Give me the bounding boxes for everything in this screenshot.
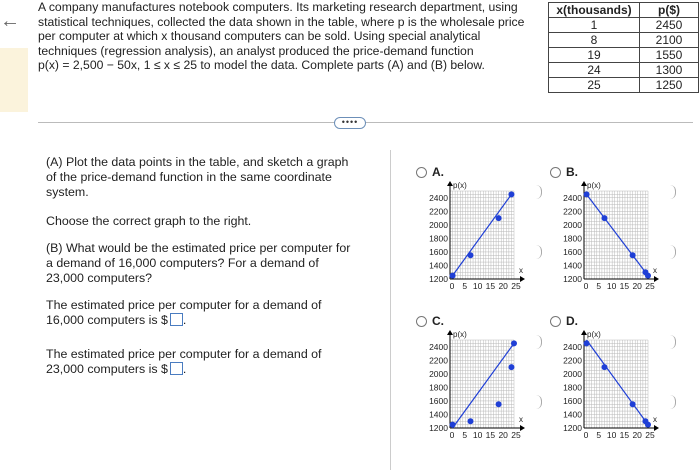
data-point bbox=[496, 401, 502, 407]
y-tick-label: 1200 bbox=[563, 274, 582, 284]
table-cell: 1300 bbox=[640, 63, 699, 78]
x-tick-label: 20 bbox=[498, 430, 508, 440]
y-tick-label: 1400 bbox=[429, 260, 448, 271]
y-tick-label: 2400 bbox=[429, 192, 448, 203]
table-row bbox=[549, 18, 699, 33]
x-tick-label: 10 bbox=[606, 281, 617, 291]
table-cell: 1550 bbox=[640, 48, 699, 63]
y-tick-label: 2000 bbox=[563, 219, 582, 230]
problem-line: A company manufactures notebook computers. Its marketing research department, using bbox=[38, 0, 518, 14]
data-point bbox=[584, 340, 590, 346]
y-axis-label: p(x) bbox=[587, 181, 601, 190]
x-tick-label: 0 bbox=[449, 430, 455, 440]
y-tick-label: 1200 bbox=[563, 423, 582, 433]
expand-more-button[interactable]: •••• bbox=[334, 117, 366, 129]
y-tick-label: 1600 bbox=[429, 246, 448, 257]
x-axis-arrow-icon bbox=[654, 425, 659, 431]
radio-button[interactable] bbox=[416, 316, 427, 327]
table-row bbox=[549, 48, 699, 63]
part-b-prompt: (B) What would be the estimated price per computer for a demand of 16,000 computers? For a demand of 23,000 computers? bbox=[46, 241, 351, 285]
data-point bbox=[467, 418, 473, 424]
graph-option-b bbox=[550, 181, 680, 301]
data-table bbox=[548, 2, 699, 93]
x-tick-label: 25 bbox=[511, 430, 521, 440]
data-point bbox=[584, 191, 590, 197]
answer-line-23000 bbox=[46, 347, 356, 377]
table-cell: 24 bbox=[549, 63, 640, 78]
table-row bbox=[549, 78, 699, 93]
option-label: A. bbox=[432, 165, 444, 179]
y-tick-label: 2200 bbox=[563, 206, 582, 217]
x-axis-arrow-icon bbox=[520, 425, 525, 431]
x-axis-arrow-icon bbox=[654, 276, 659, 282]
y-tick-label: 2400 bbox=[429, 341, 448, 352]
y-tick-label: 1400 bbox=[429, 409, 448, 420]
y-tick-label: 1600 bbox=[429, 395, 448, 406]
x-tick-label: 5 bbox=[596, 430, 602, 440]
data-point bbox=[508, 364, 514, 370]
data-point bbox=[645, 273, 651, 279]
answer-suffix: . bbox=[182, 362, 187, 376]
x-tick-label: 5 bbox=[596, 281, 602, 291]
x-axis-arrow-icon bbox=[520, 276, 525, 282]
x-tick-label: 20 bbox=[498, 281, 508, 291]
x-tick-label: 15 bbox=[485, 430, 496, 440]
x-tick-label: 20 bbox=[632, 430, 642, 440]
answer-input-23000[interactable] bbox=[170, 362, 183, 375]
y-tick-label: 1800 bbox=[429, 382, 448, 393]
data-point bbox=[630, 401, 636, 407]
x-tick-label: 15 bbox=[619, 430, 630, 440]
table-cell: 2100 bbox=[640, 33, 699, 48]
table-header-x: x(thousands) bbox=[549, 3, 640, 18]
problem-line: techniques (regression analysis), an analyst produced the price-demand function bbox=[38, 43, 474, 58]
answer-prefix: The estimated price per computer for a demand of 16,000 computers is $ bbox=[46, 298, 322, 327]
y-tick-label: 1800 bbox=[563, 382, 582, 393]
radio-button[interactable] bbox=[416, 167, 427, 178]
y-tick-label: 2000 bbox=[429, 368, 448, 379]
back-arrow-icon[interactable]: ← bbox=[0, 10, 20, 32]
y-tick-label: 1400 bbox=[563, 409, 582, 420]
data-point bbox=[601, 364, 607, 370]
table-row bbox=[549, 33, 699, 48]
table-header-p: p($) bbox=[640, 3, 699, 18]
x-tick-label: 10 bbox=[472, 281, 483, 291]
table-cell: 1250 bbox=[640, 78, 699, 93]
problem-statement bbox=[38, 0, 558, 73]
x-tick-label: 20 bbox=[632, 281, 642, 291]
problem-line: per computer at which x thousand computers can be sold. Using special analytical bbox=[38, 29, 481, 43]
x-tick-label: 15 bbox=[619, 281, 630, 291]
problem-line: p(x) = 2,500 − 50x, 1 ≤ x ≤ 25 to model the data. Complete parts (A) and (B) below. bbox=[38, 58, 485, 72]
y-axis-label: p(x) bbox=[453, 330, 467, 339]
data-point bbox=[450, 273, 456, 279]
table-cell: 1 bbox=[549, 18, 640, 33]
x-tick-label: 15 bbox=[485, 281, 496, 291]
data-point bbox=[601, 215, 607, 221]
y-tick-label: 2400 bbox=[563, 341, 582, 352]
answer-input-16000[interactable] bbox=[170, 313, 183, 326]
x-tick-label: 0 bbox=[449, 281, 455, 291]
answer-line-16000 bbox=[46, 298, 356, 328]
part-a-instruction: Choose the correct graph to the right. bbox=[46, 214, 252, 228]
y-tick-label: 2200 bbox=[563, 355, 582, 366]
x-tick-label: 5 bbox=[462, 281, 468, 291]
graph-option-c bbox=[416, 330, 546, 450]
y-tick-label: 1600 bbox=[563, 395, 582, 406]
x-tick-label: 0 bbox=[583, 430, 589, 440]
y-tick-label: 1800 bbox=[429, 233, 448, 244]
y-tick-label: 2200 bbox=[429, 355, 448, 366]
table-cell: 25 bbox=[549, 78, 640, 93]
radio-button[interactable] bbox=[550, 167, 561, 178]
data-point bbox=[496, 215, 502, 221]
part-a-prompt: (A) Plot the data points in the table, and sketch a graph of the price-demand function in the same coordinate system. bbox=[46, 155, 349, 199]
radio-button[interactable] bbox=[550, 316, 561, 327]
y-tick-label: 1200 bbox=[429, 423, 448, 433]
x-tick-label: 25 bbox=[645, 430, 655, 440]
data-point bbox=[645, 422, 651, 428]
y-tick-label: 1800 bbox=[563, 233, 582, 244]
x-axis-label: x bbox=[519, 266, 523, 275]
y-tick-label: 1200 bbox=[429, 274, 448, 284]
y-tick-label: 1600 bbox=[563, 246, 582, 257]
table-cell: 2450 bbox=[640, 18, 699, 33]
y-tick-label: 2400 bbox=[563, 192, 582, 203]
option-label: D. bbox=[566, 314, 578, 328]
y-axis-label: p(x) bbox=[453, 181, 467, 190]
data-point bbox=[508, 191, 514, 197]
graph-option-d bbox=[550, 330, 680, 450]
y-axis-label: p(x) bbox=[587, 330, 601, 339]
data-point bbox=[450, 422, 456, 428]
left-highlight-strip bbox=[0, 48, 28, 112]
column-divider bbox=[390, 150, 391, 470]
answer-prefix: The estimated price per computer for a demand of 23,000 computers is $ bbox=[46, 347, 322, 376]
table-cell: 19 bbox=[549, 48, 640, 63]
data-point bbox=[467, 252, 473, 258]
problem-line: statistical techniques, collected the data shown in the table, where p is the wholesale price bbox=[38, 14, 525, 29]
answer-suffix: . bbox=[182, 313, 187, 327]
x-axis-label: x bbox=[653, 415, 657, 424]
table-cell: 8 bbox=[549, 33, 640, 48]
data-point bbox=[511, 340, 517, 346]
x-tick-label: 10 bbox=[606, 430, 617, 440]
graph-option-a bbox=[416, 181, 546, 301]
option-label: C. bbox=[432, 314, 444, 328]
x-tick-label: 10 bbox=[472, 430, 483, 440]
x-axis-label: x bbox=[653, 266, 657, 275]
y-tick-label: 2000 bbox=[429, 219, 448, 230]
y-tick-label: 2000 bbox=[563, 368, 582, 379]
y-tick-label: 2200 bbox=[429, 206, 448, 217]
x-tick-label: 25 bbox=[645, 281, 655, 291]
option-label: B. bbox=[566, 165, 578, 179]
x-tick-label: 5 bbox=[462, 430, 468, 440]
y-tick-label: 1400 bbox=[563, 260, 582, 271]
x-tick-label: 25 bbox=[511, 281, 521, 291]
data-point bbox=[630, 252, 636, 258]
x-tick-label: 0 bbox=[583, 281, 589, 291]
table-row bbox=[549, 63, 699, 78]
x-axis-label: x bbox=[519, 415, 523, 424]
